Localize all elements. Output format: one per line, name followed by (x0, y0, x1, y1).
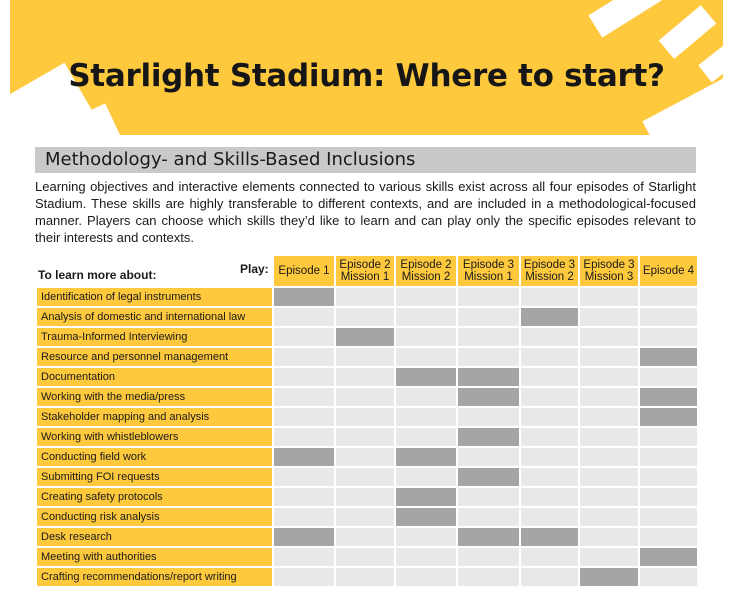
column-header-text: Episode 3 (462, 259, 515, 271)
cell-empty (458, 508, 519, 526)
row-label: Creating safety protocols (37, 488, 272, 506)
row-label: Trauma-Informed Interviewing (37, 328, 272, 346)
banner-decoration (588, 0, 661, 38)
cell-empty (640, 368, 697, 386)
cell-empty (640, 528, 697, 546)
cell-empty (521, 508, 578, 526)
cell-empty (458, 288, 519, 306)
cell-empty (580, 308, 638, 326)
cell-empty (580, 328, 638, 346)
cell-empty (640, 428, 697, 446)
column-header (458, 256, 519, 286)
cell-empty (640, 468, 697, 486)
cell-empty (396, 408, 456, 426)
column-header-text: Episode 1 (278, 265, 330, 277)
cell-empty (640, 308, 697, 326)
cell-empty (521, 448, 578, 466)
cell-empty (521, 368, 578, 386)
cell-empty (640, 568, 697, 586)
cell-marked (640, 408, 697, 426)
cell-empty (336, 348, 394, 366)
cell-empty (521, 428, 578, 446)
page-title: Starlight Stadium: Where to start? (68, 58, 665, 94)
row-label: Identification of legal instruments (37, 288, 272, 306)
column-header-text: Episode 3 (523, 259, 576, 271)
cell-empty (458, 548, 519, 566)
cell-marked (274, 288, 334, 306)
row-label: Conducting risk analysis (37, 508, 272, 526)
cell-empty (521, 468, 578, 486)
cell-empty (396, 568, 456, 586)
cell-empty (336, 468, 394, 486)
cell-empty (640, 328, 697, 346)
cell-empty (580, 428, 638, 446)
cell-empty (274, 508, 334, 526)
cell-empty (521, 348, 578, 366)
cell-empty (274, 348, 334, 366)
row-label: Desk research (37, 528, 272, 546)
cell-marked (521, 528, 578, 546)
cell-marked (396, 508, 456, 526)
play-label: Play: (240, 262, 269, 276)
cell-empty (274, 328, 334, 346)
column-header (580, 256, 638, 286)
cell-empty (521, 328, 578, 346)
cell-empty (458, 348, 519, 366)
cell-empty (521, 408, 578, 426)
cell-empty (274, 468, 334, 486)
intro-paragraph: Learning objectives and interactive elements connected to various skills exist across all four episodes of Starlight Stadium. These skills are highly transferable to different contexts, and are included in a methodological-focused manner. Players can choose which skills they’d like to learn and can play only the specific episodes relevant to their interests and contexts. (35, 179, 696, 245)
row-label: Resource and personnel management (37, 348, 272, 366)
cell-empty (274, 388, 334, 406)
row-label: Meeting with authorities (37, 548, 272, 566)
cell-empty (580, 488, 638, 506)
cell-empty (458, 448, 519, 466)
column-header-subtext: Mission 3 (584, 271, 634, 283)
column-header-subtext: Mission 2 (525, 271, 574, 283)
cell-empty (396, 548, 456, 566)
cell-empty (274, 308, 334, 326)
cell-empty (521, 288, 578, 306)
row-label: Conducting field work (37, 448, 272, 466)
column-header (640, 256, 697, 286)
column-header (521, 256, 578, 286)
cell-empty (274, 428, 334, 446)
cell-marked (396, 368, 456, 386)
cell-empty (640, 448, 697, 466)
cell-empty (274, 568, 334, 586)
column-header-text: Episode 2 (339, 259, 391, 271)
cell-empty (274, 488, 334, 506)
cell-empty (336, 508, 394, 526)
row-label: Working with whistleblowers (37, 428, 272, 446)
cell-empty (458, 408, 519, 426)
cell-empty (396, 468, 456, 486)
column-header-text: Episode 3 (583, 259, 635, 271)
column-header (396, 256, 456, 286)
column-header (336, 256, 394, 286)
cell-empty (396, 288, 456, 306)
row-label: Crafting recommendations/report writing (37, 568, 272, 586)
column-header-text: Episode 4 (642, 265, 695, 277)
cell-empty (336, 568, 394, 586)
cell-marked (458, 428, 519, 446)
cell-empty (521, 488, 578, 506)
cell-empty (580, 548, 638, 566)
row-label: Stakeholder mapping and analysis (37, 408, 272, 426)
cell-marked (458, 468, 519, 486)
column-header-subtext: Mission 2 (401, 271, 451, 283)
cell-empty (458, 488, 519, 506)
cell-marked (521, 308, 578, 326)
cell-empty (580, 468, 638, 486)
cell-empty (396, 528, 456, 546)
cell-empty (336, 308, 394, 326)
row-header-label: To learn more about: (38, 268, 157, 282)
cell-marked (640, 348, 697, 366)
row-label: Documentation (37, 368, 272, 386)
cell-marked (336, 328, 394, 346)
cell-empty (580, 348, 638, 366)
cell-marked (396, 488, 456, 506)
row-label: Working with the media/press (37, 388, 272, 406)
column-header-subtext: Mission 1 (464, 271, 513, 283)
cell-empty (580, 508, 638, 526)
cell-empty (336, 288, 394, 306)
column-header-subtext: Mission 1 (340, 271, 390, 283)
cell-empty (396, 308, 456, 326)
cell-marked (274, 448, 334, 466)
cell-empty (521, 548, 578, 566)
cell-empty (336, 428, 394, 446)
cell-empty (521, 388, 578, 406)
cell-marked (580, 568, 638, 586)
cell-empty (640, 488, 697, 506)
cell-empty (580, 368, 638, 386)
cell-marked (640, 548, 697, 566)
cell-empty (336, 388, 394, 406)
cell-empty (336, 448, 394, 466)
cell-empty (580, 408, 638, 426)
column-header (274, 256, 334, 286)
cell-empty (640, 288, 697, 306)
cell-empty (458, 308, 519, 326)
cell-empty (274, 408, 334, 426)
cell-marked (458, 388, 519, 406)
cell-empty (580, 448, 638, 466)
cell-empty (396, 328, 456, 346)
cell-empty (396, 348, 456, 366)
cell-empty (274, 368, 334, 386)
cell-marked (458, 528, 519, 546)
cell-empty (336, 548, 394, 566)
cell-empty (396, 428, 456, 446)
banner-decoration (659, 5, 717, 59)
cell-empty (580, 528, 638, 546)
cell-empty (336, 368, 394, 386)
cell-empty (396, 388, 456, 406)
cell-empty (336, 408, 394, 426)
row-label: Submitting FOI requests (37, 468, 272, 486)
cell-empty (580, 288, 638, 306)
cell-empty (580, 388, 638, 406)
cell-marked (458, 368, 519, 386)
row-label: Analysis of domestic and international law (37, 308, 272, 326)
cell-empty (274, 548, 334, 566)
section-heading: Methodology- and Skills-Based Inclusions (45, 149, 416, 170)
column-header-text: Episode 2 (400, 259, 452, 271)
cell-empty (336, 528, 394, 546)
cell-empty (521, 568, 578, 586)
cell-marked (396, 448, 456, 466)
section-heading-bar (35, 147, 696, 173)
cell-empty (458, 568, 519, 586)
cell-empty (640, 508, 697, 526)
cell-empty (458, 328, 519, 346)
cell-empty (336, 488, 394, 506)
cell-marked (274, 528, 334, 546)
cell-marked (640, 388, 697, 406)
